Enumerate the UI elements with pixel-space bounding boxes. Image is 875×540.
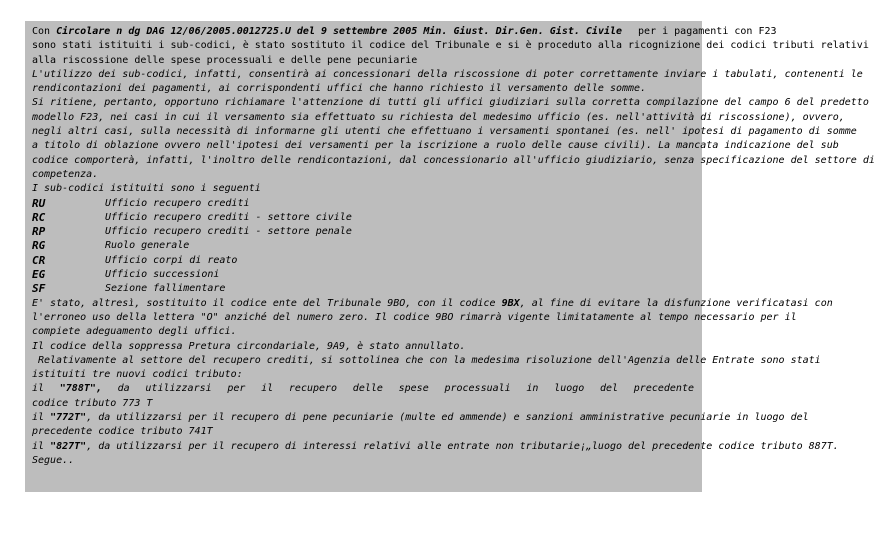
para4-line-1 — [32, 297, 833, 311]
word: precedente — [633, 383, 694, 395]
para6-line-1 — [32, 354, 821, 368]
para3-line: competenza. — [32, 168, 99, 180]
word: per — [227, 383, 246, 395]
tributo-code: "772T" — [50, 412, 87, 424]
para3-line: negli altri casi, sulla necessità di informarne gli utenti che effettuano i versamenti spontanei (es. nell' ipotesi di pagamento di somme — [32, 126, 857, 138]
para3-line: modello F23, nei casi in cui il versamento sia effettuato su richiesta del medesimo ufficio (es. nell'attività di riscossione), ovvero, — [32, 111, 845, 123]
document-panel — [25, 21, 875, 492]
word: il — [261, 383, 274, 395]
subcodes-heading: I sub-codici istituiti sono i seguenti — [32, 183, 261, 195]
word: utilizzarsi — [145, 383, 212, 395]
ente-code: 9BX — [501, 297, 520, 309]
para4-line-2: l'erroneo uso della lettera "O" anziché del numero zero. Il codice 9BO rimarrà vigente limitatamente al tempo necessario per il — [32, 311, 797, 323]
word: spese — [398, 383, 429, 395]
subcode: CR — [32, 253, 46, 267]
subcode-desc: Ufficio successioni — [105, 269, 220, 281]
para6-line-4: codice tributo 773 T — [32, 397, 153, 409]
tributo-code: "827T" — [50, 440, 87, 452]
para4-text: E' stato, altresì, sostituito il codice ente del Tribunale 9BO, con il codice — [32, 297, 502, 309]
word: luogo — [554, 383, 585, 395]
subcode: RC — [32, 210, 46, 224]
para6-line-3 — [32, 382, 694, 396]
segue-line: Segue.. — [32, 454, 75, 466]
subcode: RG — [32, 239, 46, 253]
para6-text: , da utilizzarsi per il recupero di interessi relativi alle entrate non tributarie¡„luogo del precedente codice tributo 887T. — [86, 440, 839, 452]
intro-text-f23: per i pagamenti con F23 — [638, 26, 777, 37]
para6-line-7 — [32, 440, 839, 454]
subcode: SF — [32, 282, 46, 296]
word: da — [117, 383, 130, 395]
para2-line: rendicontazioni dei pagamenti, ai corrispondenti uffici che hanno richiesto il versamento delle somme. — [32, 83, 647, 95]
subcode-desc: Ufficio recupero crediti - settore penale — [105, 226, 352, 238]
subcode-desc: Ufficio recupero crediti - settore civile — [105, 211, 352, 223]
subcode-row — [32, 211, 694, 225]
para4-line-3: compiete adeguamento degli uffici. — [32, 326, 237, 338]
para6-line-5 — [32, 411, 809, 425]
para6-text: Relativamente al settore del recupero crediti, si sottolinea che con la medesima risoluzione dell'Agenzia delle Entrate sono stati — [38, 354, 821, 366]
word: del — [600, 383, 619, 395]
para3-line: Si ritiene, pertanto, opportuno richiamare l'attenzione di tutti gli uffici giudiziari sulla corretta compilazione del campo 6 del predetto — [32, 97, 869, 109]
subcode: EG — [32, 268, 46, 282]
intro-text: Con — [32, 26, 57, 37]
word: recupero — [288, 383, 338, 395]
tributo-code: "788T", — [59, 383, 102, 395]
word: in — [526, 383, 539, 395]
para3-line: codice comporterà, infatti, l'inoltro delle rendicontazioni, dal concessionario all'ufficio giudiziario, senza specificazione del settore di — [32, 154, 875, 166]
subcodes-list — [32, 197, 694, 297]
word: il — [32, 383, 45, 395]
para6-line-2: istituiti tre nuovi codici tributo: — [32, 369, 243, 381]
intro-line-1 — [32, 25, 777, 39]
subcode-desc: Sezione fallimentare — [105, 283, 226, 295]
para6-text: il — [32, 440, 51, 452]
subcode-row — [32, 197, 694, 211]
subcode-row — [32, 282, 694, 296]
intro-line-2: sono stati istituiti i sub-codici, è stato sostituto il codice del Tribunale e si è proceduto alla ricognizione dei codici tributi relativi — [32, 40, 869, 52]
subcode: RU — [32, 196, 46, 210]
subcode-row — [32, 254, 694, 268]
intro-line-3: alla riscossione delle spese processuali e delle pene pecuniarie — [32, 54, 418, 66]
subcode-row — [32, 268, 694, 282]
para4-text: , al fine di evitare la disfunzione verificatasi con — [519, 297, 833, 309]
para2-line: L'utilizzo dei sub-codici, infatti, consentirà ai concessionari della riscossione di poter correttamente inviare i tabulati, contenenti le — [32, 68, 863, 80]
para6-line-6: precedente codice tributo 741T — [32, 426, 213, 438]
subcode-desc: Ruolo generale — [105, 240, 190, 252]
subcode-desc: Ufficio corpi di reato — [105, 254, 238, 266]
para5-line: Il codice della soppressa Pretura circondariale, 9A9, è stato annullato. — [32, 340, 466, 352]
para3-line: a titolo di oblazione ovvero nell'ipotesi dei versamenti per la iscrizione a ruolo delle cause civili). La mancata indicazione del sub — [32, 140, 839, 152]
subcode-row — [32, 239, 694, 253]
word: delle — [352, 383, 383, 395]
subcode-row — [32, 225, 694, 239]
para6-text: il — [32, 412, 51, 424]
subcode: RP — [32, 225, 46, 239]
subcode-desc: Ufficio recupero crediti — [105, 197, 250, 209]
circolare-reference: Circolare n dg DAG 12/06/2005.0012725.U del 9 settembre 2005 Min. Giust. Dir.Gen. Gist. Civile — [56, 26, 623, 37]
para6-text: , da utilizzarsi per il recupero di pene pecuniarie (multe ed ammende) e sanzioni amministrative pecuniarie in luogo del — [86, 412, 809, 424]
word: processuali — [444, 383, 511, 395]
